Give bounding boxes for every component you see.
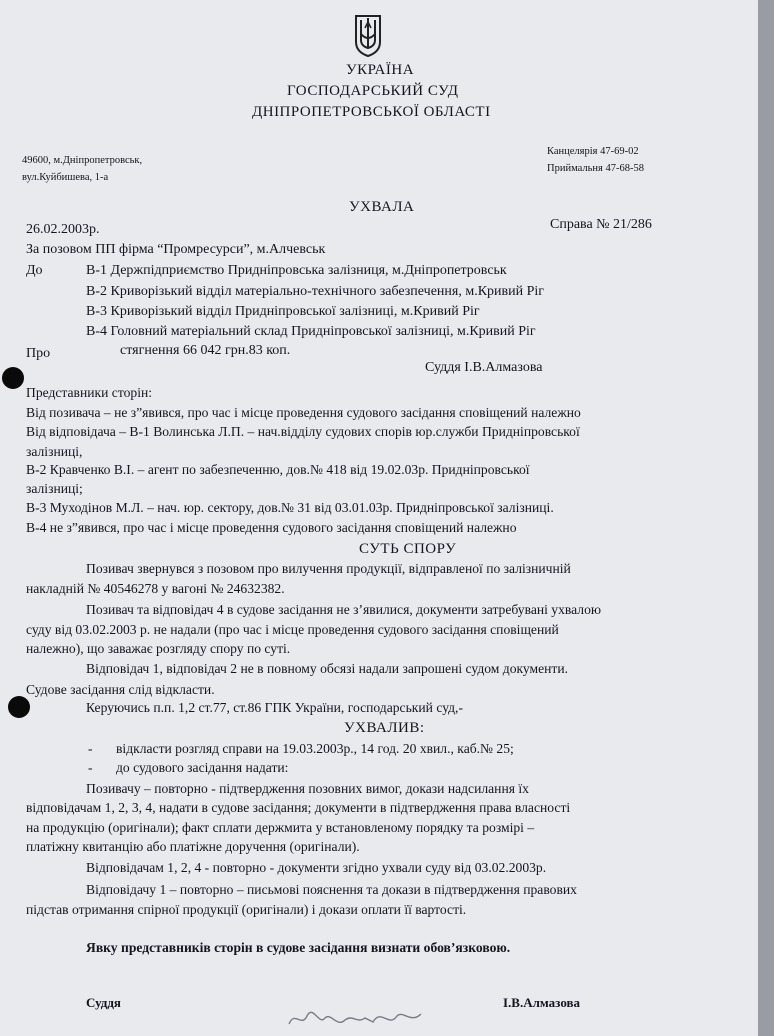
- ruling-line: платіжну квитанцію або платіжне доручення (оригінали).: [26, 839, 360, 854]
- subject-label: Про: [26, 346, 51, 361]
- ruling-line: Відповідачу 1 – повторно – письмові пояснення та докази в підтвердження правових: [86, 882, 577, 897]
- ruling-line: Відповідачам 1, 2, 4 - повторно - документи згідно ухвали суду від 03.02.2003р.: [86, 860, 547, 875]
- ruling-item: відкласти розгляд справи на 19.03.2003р., 14 год. 20 хвил., каб.№ 25;: [116, 741, 514, 756]
- representative-line: В-4 не з”явився, про час і місце проведення судового засідання сповіщений належно: [26, 520, 517, 535]
- defendant-2: В-2 Криворізький відділ матеріально-технічного забезпечення, м.Кривий Ріг: [86, 284, 545, 299]
- scan-edge: [758, 0, 774, 1036]
- court-address-line1: 49600, м.Дніпропетровськ,: [22, 155, 143, 166]
- essence-line: Відповідач 1, відповідач 2 не в повному обсязі надали запрошені судом документи.: [86, 661, 569, 676]
- defendant-1: В-1 Держпідприємство Придніпровська залізниця, м.Дніпропетровськ: [86, 263, 507, 278]
- essence-line: Керуючись п.п. 1,2 ст.77, ст.86 ГПК України, господарський суд,-: [86, 700, 463, 715]
- attendance-note: Явку представників сторін в судове засідання визнати обов’язковою.: [86, 940, 511, 955]
- ruling-line: на продукцію (оригінали); факт сплати держмита у встановленому порядку та розмірі –: [26, 820, 535, 835]
- header-region: ДНІПРОПЕТРОВСЬКОЇ ОБЛАСТІ: [252, 104, 491, 120]
- defendants-label: До: [26, 263, 43, 278]
- footer-judge-name: І.В.Алмазова: [503, 995, 581, 1010]
- representative-line: В-2 Кравченко В.І. – агент по забезпеченню, дов.№ 418 від 19.02.03р. Придніпровської: [26, 462, 530, 477]
- footer-judge-label: Суддя: [86, 995, 121, 1010]
- essence-line: належно), що заважає розгляду спору по суті.: [26, 641, 291, 656]
- defendant-3: В-3 Криворізький відділ Придніпровської залізниці, м.Кривий Ріг: [86, 304, 480, 319]
- ruling-line: Позивачу – повторно - підтвердження позовних вимог, докази надсилання їх: [86, 781, 529, 796]
- essence-line: суду від 03.02.2003 р. не надали (про час і місце проведення судового засідання сповіщений: [26, 622, 559, 637]
- representative-line: залізниці;: [26, 481, 83, 496]
- ruling-line: відповідачам 1, 2, 3, 4, надати в судове засідання; документи в підтвердження права власності: [26, 800, 571, 815]
- header-court: ГОСПОДАРСЬКИЙ СУД: [287, 83, 459, 99]
- plaintiff-line: За позовом ПП фірма “Промресурси”, м.Алчевськ: [26, 242, 326, 257]
- defendant-4: В-4 Головний матеріальний склад Придніпровської залізниці, м.Кривий Ріг: [86, 324, 536, 339]
- court-phone-office: Канцелярія 47-69-02: [547, 146, 639, 157]
- trident-emblem-icon: [351, 12, 385, 58]
- ruling-line: підстав отримання спірної продукції (оригінали) і докази оплати її вартості.: [26, 902, 467, 917]
- judge-line: Суддя І.В.Алмазова: [425, 360, 543, 375]
- representatives-heading: Представники сторін:: [26, 385, 153, 400]
- ruling-item: до судового засідання надати:: [116, 760, 289, 775]
- essence-line: Позивач звернувся з позовом про вилучення продукції, відправленої по залізничній: [86, 561, 571, 576]
- essence-line: Позивач та відповідач 4 в судове засідання не з’явилися, документи затребувані ухвалою: [86, 602, 602, 617]
- punch-hole: [2, 367, 24, 389]
- representative-line: залізниці,: [26, 444, 83, 459]
- document-date: 26.02.2003р.: [26, 222, 100, 237]
- subject-amount: стягнення 66 042 грн.83 коп.: [120, 343, 291, 358]
- judge-signature-icon: [285, 998, 425, 1034]
- case-number: Справа № 21/286: [550, 217, 652, 232]
- essence-heading: СУТЬ СПОРУ: [359, 541, 457, 557]
- representative-line: Від позивача – не з”явився, про час і місце проведення судового засідання сповіщений належно: [26, 405, 581, 420]
- ruling-heading: УХВАЛИВ:: [344, 720, 425, 736]
- essence-line: Судове засідання слід відкласти.: [26, 682, 215, 697]
- essence-line: накладній № 40546278 у вагоні № 24632382.: [26, 581, 285, 596]
- court-phone-reception: Приймальня 47-68-58: [547, 163, 644, 174]
- representative-line: Від відповідача – В-1 Волинська Л.П. – нач.відділу судових спорів юр.служби Придніпровської: [26, 424, 580, 439]
- court-address-line2: вул.Куйбишева, 1-а: [22, 172, 109, 183]
- document-title: УХВАЛА: [349, 199, 415, 215]
- header-country: УКРАЇНА: [346, 62, 415, 78]
- punch-hole: [8, 696, 30, 718]
- ruling-bullet: -: [88, 741, 93, 756]
- representative-line: В-3 Муходінов М.Л. – нач. юр. сектору, дов.№ 31 від 03.01.03р. Придніпровської залізниці.: [26, 500, 554, 515]
- ruling-bullet: -: [88, 760, 93, 775]
